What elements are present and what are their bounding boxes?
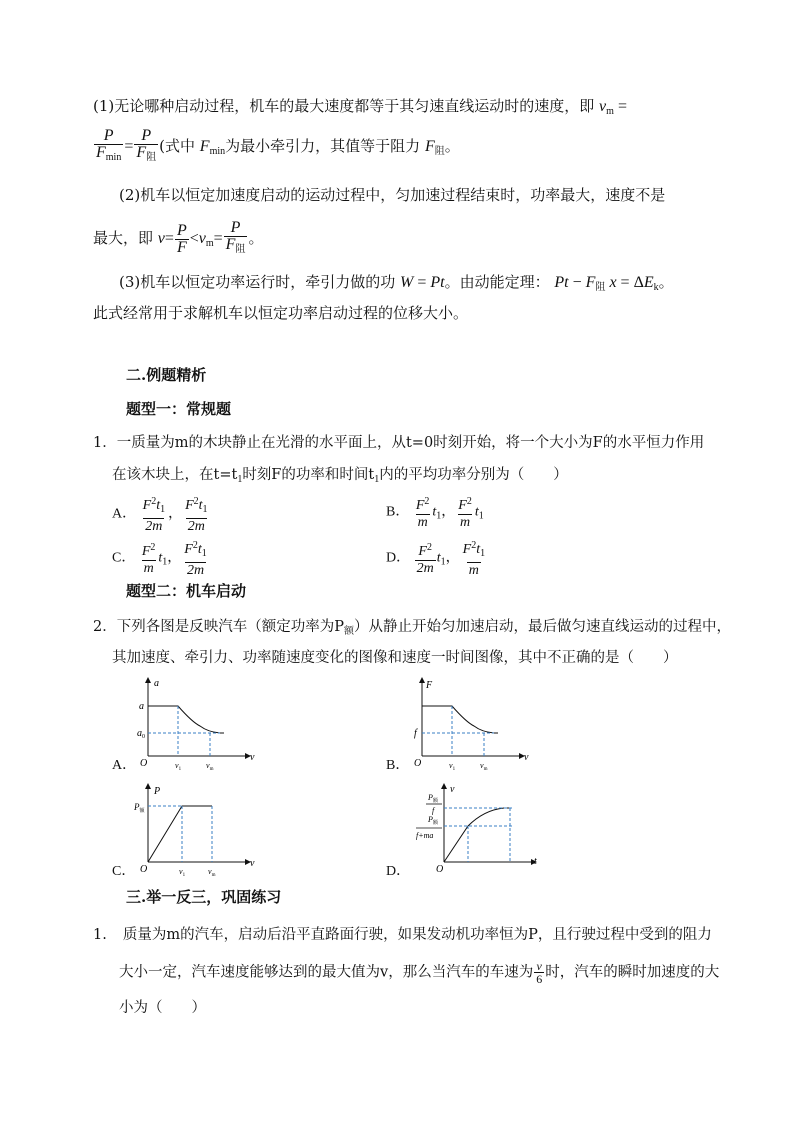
graph-c-vm-label: $v_m$ bbox=[208, 867, 216, 878]
graph-d-prated-label-top: $P_额$ bbox=[428, 793, 438, 804]
summary-item-1-line2: $\frac{P}{F_{min}}$ = $\frac{P}{F_阻}$ (式中 $F_{min}$为最小牵引力，其值等于阻力 $F_阻$。 bbox=[93, 128, 460, 166]
graph-d-origin: O bbox=[436, 864, 444, 875]
graph-a-y-label: a bbox=[154, 678, 159, 689]
summary-item-1-line1: (1)无论哪种启动过程，机车的最大速度都等于其匀速直线运动时的速度，即 $v_m$ = bbox=[93, 97, 627, 117]
graph-d-x-label: t bbox=[534, 856, 537, 867]
graph-b-force-vs-speed bbox=[404, 674, 534, 774]
graph-a-origin: O bbox=[140, 758, 148, 769]
q2-option-b-label[interactable]: B． bbox=[386, 758, 410, 773]
graph-b-f-label: f bbox=[414, 728, 417, 739]
q2-option-d-label[interactable]: D． bbox=[386, 864, 411, 879]
graph-b-vm-label: $v_m$ bbox=[480, 761, 488, 772]
q1-line1: 1．一质量为m的木块静止在光滑的水平面上，从t=0时刻开始，将一个大小为F的水平恒力作用 bbox=[93, 435, 705, 451]
q1-line2: 在该木块上，在$t=t_1$时刻F的功率和时间$t_1$内的平均功率分别为（ ） bbox=[112, 467, 568, 485]
summary-item-2-line1: (2)机车以恒定加速度启动的运动过程中，匀加速过程结束时，功率最大，速度不是 bbox=[119, 186, 666, 204]
q1-option-c[interactable]: C． $\frac{F^2}{m}$ $t_1$， $\frac{F^2t_1}{2m}$ bbox=[112, 540, 207, 578]
summary-item-2-line2: 最大，即 v= $\frac{P}{F}$ $<v_m=$ $\frac{P}{F_阻}$ 。 bbox=[93, 220, 263, 258]
graph-a-a0-label: $a_0$ bbox=[137, 728, 145, 740]
graph-b-v1-label: $v_1$ bbox=[449, 761, 456, 772]
q1-option-b[interactable]: B． $\frac{F^2}{m}$ $t_1$， $\frac{F^2}{m}$ $t_1$ bbox=[386, 496, 484, 530]
graph-b-curve bbox=[422, 706, 498, 733]
q2-line1: 2．下列各图是反映汽车（额定功率为$P_额$）从静止开始匀加速启动，最后做匀速直线运动的过程中， bbox=[93, 619, 731, 637]
graph-c-y-label: P bbox=[154, 786, 161, 797]
graph-a-vm-label: $v_m$ bbox=[206, 761, 214, 772]
q2-option-c-label[interactable]: C． bbox=[112, 864, 136, 879]
graph-d-y-label: v bbox=[450, 784, 455, 795]
summary-item-3-line1: (3)机车以恒定功率运行时，牵引力做的功 W = Pt。由动能定理： $Pt - F_阻$ $x = \Delta E_k$。 bbox=[119, 273, 674, 293]
q2-option-a-label[interactable]: A． bbox=[112, 758, 137, 773]
formula-p-over-fmin: $\frac{P}{F_{min}}$ bbox=[94, 128, 123, 166]
type-2-heading: 题型二：机车启动 bbox=[126, 582, 247, 600]
section-3-title: 三.举一反三，巩固练习 bbox=[126, 888, 282, 906]
type-1-heading: 题型一：常规题 bbox=[126, 400, 232, 418]
graph-c-origin: O bbox=[140, 864, 148, 875]
summary-item-3-line2: 此式经常用于求解机车以恒定功率启动过程的位移大小。 bbox=[93, 304, 469, 322]
graph-d-fma-label: f+ma bbox=[416, 831, 434, 840]
graph-a-curve bbox=[148, 706, 224, 733]
graph-a-v1-label: $v_1$ bbox=[175, 761, 182, 772]
graph-c-x-label: v bbox=[250, 858, 255, 869]
graph-d-curve bbox=[444, 808, 512, 862]
graph-d-f-label: f bbox=[432, 806, 435, 815]
practice-q1-line3: 小为（ ） bbox=[119, 1000, 206, 1016]
graph-a-accel-vs-speed bbox=[130, 674, 260, 774]
q1-option-d[interactable]: D． $\frac{F^2}{2m}$ $t_1$， $\frac{F^2t_1}{m}$ bbox=[386, 540, 486, 578]
graph-a-a-label: a bbox=[139, 701, 144, 712]
graph-c-prated-label: $P_额$ bbox=[134, 802, 145, 814]
graph-b-y-label: F bbox=[426, 680, 433, 691]
practice-q1-line1: 1. 质量为m的汽车，启动后沿平直路面行驶，如果发动机功率恒为P，且行驶过程中受到的阻力 bbox=[93, 927, 712, 943]
q1-option-a[interactable]: A． $\frac{F^2t_1}{2m}$ ， $\frac{F^2t_1}{2m}$ bbox=[112, 496, 208, 534]
q2-line2: 其加速度、牵引力、功率随速度变化的图像和速度一时间图像，其中不正确的是（ ） bbox=[112, 650, 678, 666]
graph-c-v1-label: $v_1$ bbox=[179, 867, 186, 878]
practice-q1-line2: 大小一定，汽车速度能够达到的最大值为v，那么当汽车的车速为 $\frac{v}{6}$ 时，汽车的瞬时加速度的大 bbox=[119, 959, 720, 986]
graph-a-x-label: v bbox=[250, 752, 255, 763]
graph-b-origin: O bbox=[414, 758, 422, 769]
graph-b-x-label: v bbox=[524, 752, 529, 763]
graph-c-curve bbox=[148, 806, 212, 862]
graph-d-speed-vs-time bbox=[404, 780, 544, 880]
section-2-title: 二.例题精析 bbox=[126, 366, 207, 384]
graph-d-prated-label-bottom: $P_额$ bbox=[428, 815, 438, 826]
graph-c-power-vs-speed bbox=[130, 782, 260, 878]
